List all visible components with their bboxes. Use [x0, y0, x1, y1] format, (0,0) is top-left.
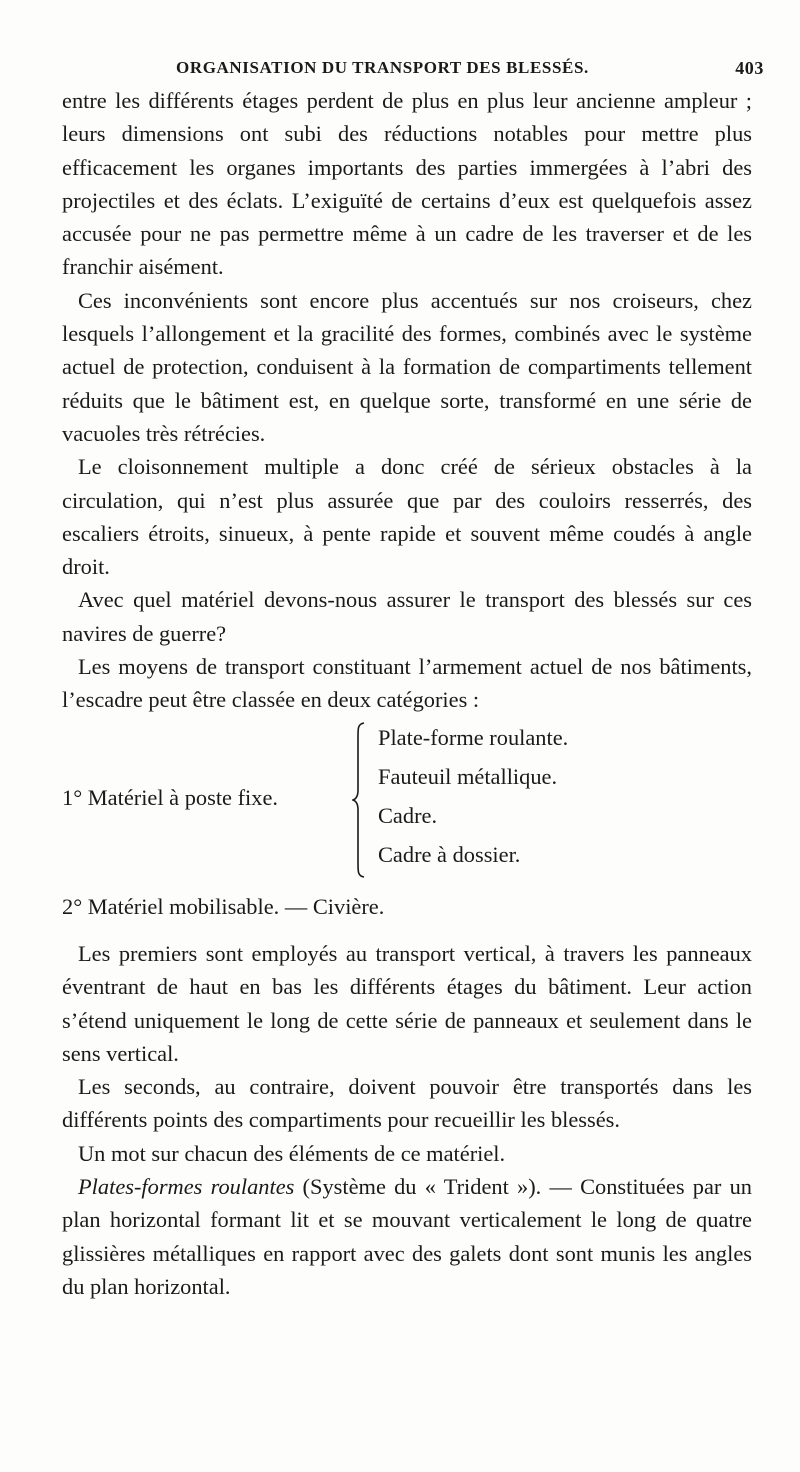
paragraph: Les premiers sont employés au transport vertical, à travers les panneaux éventrant de haut en bas les différents étages du bâtiment. Leur action s’étend uniquement le long de cette série de panneaux et seulement dans le sens vertical. [62, 940, 752, 1066]
paragraph: Avec quel matériel devons-nous assurer le transport des blessés sur ces navires de guerre? [62, 587, 752, 646]
list-item: Fauteuil métallique. [378, 763, 558, 789]
page-number: 403 [735, 58, 764, 78]
list-item: Cadre à dossier. [378, 841, 521, 867]
running-header [64, 58, 764, 84]
paragraph: Le cloisonnement multiple a donc créé de sérieux obstacles à la circulation, qui n’est plus assurée que par des couloirs resserrés, des escaliers étroits, sinueux, à pente rapide et souvent même coudés à angle droit. [62, 454, 752, 580]
list-item: Plate-forme roulante. [378, 724, 569, 750]
paragraph: entre les différents étages perdent de plus en plus leur ancienne ampleur ; leurs dimensions ont subi des réductions notables pour mettre plus efficacement les organes importants des parties immergées à l’abri des projectiles et des éclats. L’exiguïté de certains d’eux est quelquefois assez accusée pour ne pas permettre même à un cadre de les traverser et de les franchir aisément. [62, 88, 752, 280]
list-item: Cadre. [378, 802, 438, 828]
category-2-label: 2° Matériel mobilisable. — Civière. [62, 893, 385, 919]
paragraph [62, 1170, 752, 1303]
category-1-label: 1° Matériel à poste fixe. [62, 784, 278, 810]
paragraph: Un mot sur chacun des éléments de ce matériel. [78, 1140, 506, 1166]
running-title: ORGANISATION DU TRANSPORT DES BLESSÉS. [176, 58, 589, 77]
body-text [62, 84, 752, 1303]
category-list [62, 718, 752, 890]
paragraph: Les seconds, au contraire, doivent pouvoir être transportés dans les différents points des compartiments pour recueillir les blessés. [62, 1074, 752, 1133]
brace-icon [352, 722, 366, 878]
section-heading: Plates-formes roulantes [78, 1174, 295, 1200]
category-1-items [378, 718, 568, 874]
paragraph-text: (Système du « Trident »). — Constituées par un plan horizontal formant lit et se mouvant verticalement le long de quatre glissières métalliques en rapport avec des galets dont sont munis les angles du plan horizontal. [62, 1174, 752, 1299]
paragraph: Les moyens de transport constituant l’armement actuel de nos bâtiments, l’escadre peut être classée en deux catégories : [62, 654, 752, 713]
paragraph: Ces inconvénients sont encore plus accentués sur nos croiseurs, chez lesquels l’allongement et la gracilité des formes, combinés avec le système actuel de protection, conduisent à la formation de compartiments tellement réduits que le bâtiment est, en quelque sorte, transformé en une série de vacuoles très rétrécies. [62, 287, 752, 446]
